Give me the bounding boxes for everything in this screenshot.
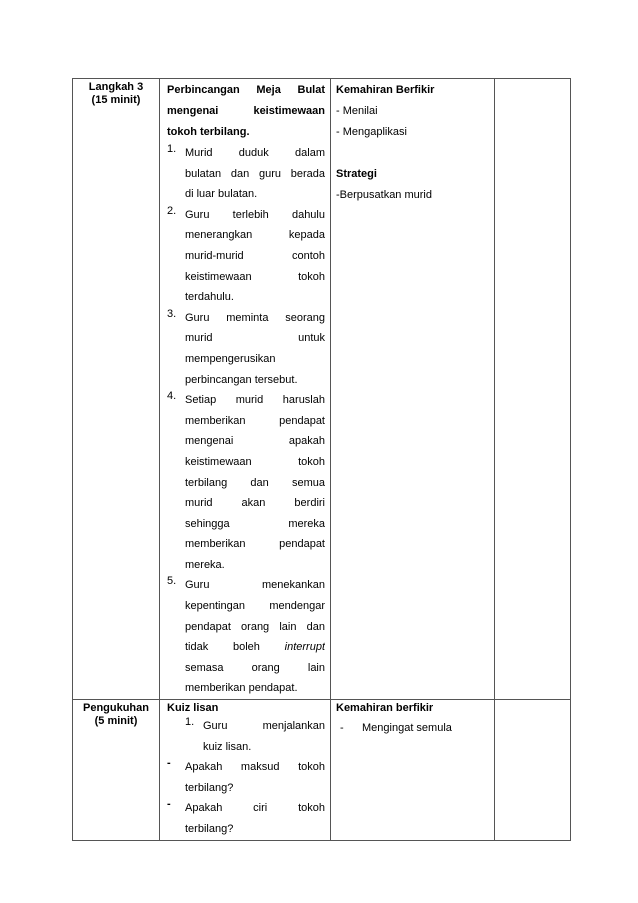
item-line: memberikan pendapat — [185, 538, 325, 551]
skill-item — [336, 721, 490, 736]
item-line: keistimewaan tokoh — [185, 455, 325, 468]
item-line: terbilang? — [185, 823, 234, 835]
item-line: memberikan pendapat. — [185, 682, 298, 695]
notes-cell — [331, 79, 495, 700]
item-number: 1. — [185, 716, 195, 729]
item-line: mempengerusikan — [185, 352, 276, 365]
item-line: pendapat orang lain dan — [185, 620, 325, 633]
item-number: 4. — [167, 390, 177, 403]
table-row — [73, 700, 571, 841]
stage-duration: (5 minit) — [94, 715, 138, 728]
item-number: 3. — [167, 307, 177, 320]
item-line: murid untuk — [185, 332, 325, 345]
list-item — [167, 798, 325, 839]
item-line: sehingga mereka — [185, 517, 325, 530]
item-line: Murid duduk dalam — [185, 147, 325, 159]
item-line: murid akan berdiri — [185, 497, 325, 510]
list-item — [167, 143, 325, 205]
item-line: terbilang dan semua — [185, 476, 325, 489]
skills-title: Kemahiran Berfikir — [336, 84, 435, 96]
item-line: di luar bulatan. — [185, 188, 258, 201]
item-line: Guru menekankan — [185, 579, 325, 592]
activity-heading-line: Perbincangan Meja Bulat — [167, 84, 325, 96]
item-line: Guru terlebih dahulu — [185, 208, 325, 221]
skill-item: - Mengaplikasi — [336, 126, 407, 138]
item-line: perbincangan tersebut. — [185, 373, 298, 386]
stage-duration: (15 minit) — [91, 94, 141, 106]
skill-dash: - — [340, 722, 344, 735]
activity-cell — [160, 79, 331, 700]
strategy-title: Strategi — [336, 168, 377, 180]
bullet-mark: - — [167, 757, 171, 770]
list-item — [167, 390, 325, 575]
skills-title: Kemahiran berfikir — [336, 702, 434, 715]
skill-item: - Menilai — [336, 105, 378, 117]
item-number: 5. — [167, 575, 177, 588]
item-line: kuiz lisan. — [203, 740, 252, 753]
list-item — [167, 716, 325, 757]
stage-label: Langkah 3 — [88, 81, 144, 93]
item-line: terdahulu. — [185, 291, 234, 304]
item-line: menerangkan kepada — [185, 229, 325, 242]
skill-text: Mengingat semula — [362, 722, 452, 735]
activity-cell — [160, 700, 331, 841]
item-line: Apakah maksud tokoh — [185, 761, 325, 774]
bullet-mark: - — [167, 798, 171, 811]
empty-cell — [495, 700, 571, 841]
item-line: Guru menjalankan — [203, 720, 325, 733]
italic-word: interrupt — [284, 641, 325, 654]
lesson-plan-table — [72, 78, 571, 841]
stage-cell — [73, 700, 160, 841]
item-line: bulatan dan guru berada — [185, 167, 325, 180]
activity-heading-line: mengenai keistimewaan — [167, 105, 325, 117]
item-line: kepentingan mendengar — [185, 600, 325, 613]
item-line: keistimewaan tokoh — [185, 270, 325, 283]
item-line: Setiap murid haruslah — [185, 394, 325, 407]
stage-cell — [73, 79, 160, 700]
item-line: Apakah ciri tokoh — [185, 802, 325, 815]
item-line: terbilang? — [185, 781, 234, 794]
item-line: mereka. — [185, 558, 225, 571]
strategy-item: -Berpusatkan murid — [336, 189, 432, 201]
activity-heading-line: tokoh terbilang. — [167, 126, 250, 138]
item-number: 1. — [167, 143, 177, 155]
item-line: memberikan pendapat — [185, 414, 325, 427]
empty-cell — [495, 79, 571, 700]
item-line-text: tidak boleh — [185, 641, 260, 654]
item-number: 2. — [167, 204, 177, 217]
activity-heading: Kuiz lisan — [167, 702, 219, 715]
notes-cell — [331, 700, 495, 841]
list-item — [167, 757, 325, 798]
item-line: semasa orang lain — [185, 661, 325, 674]
list-item — [167, 308, 325, 390]
list-item — [167, 575, 325, 699]
stage-label: Pengukuhan — [82, 702, 149, 715]
item-line: murid-murid contoh — [185, 249, 325, 262]
item-line-with-italic — [185, 637, 325, 658]
item-line: Guru meminta seorang — [185, 311, 325, 324]
table-row — [73, 79, 571, 700]
list-item — [167, 205, 325, 308]
item-line: mengenai apakah — [185, 435, 325, 448]
